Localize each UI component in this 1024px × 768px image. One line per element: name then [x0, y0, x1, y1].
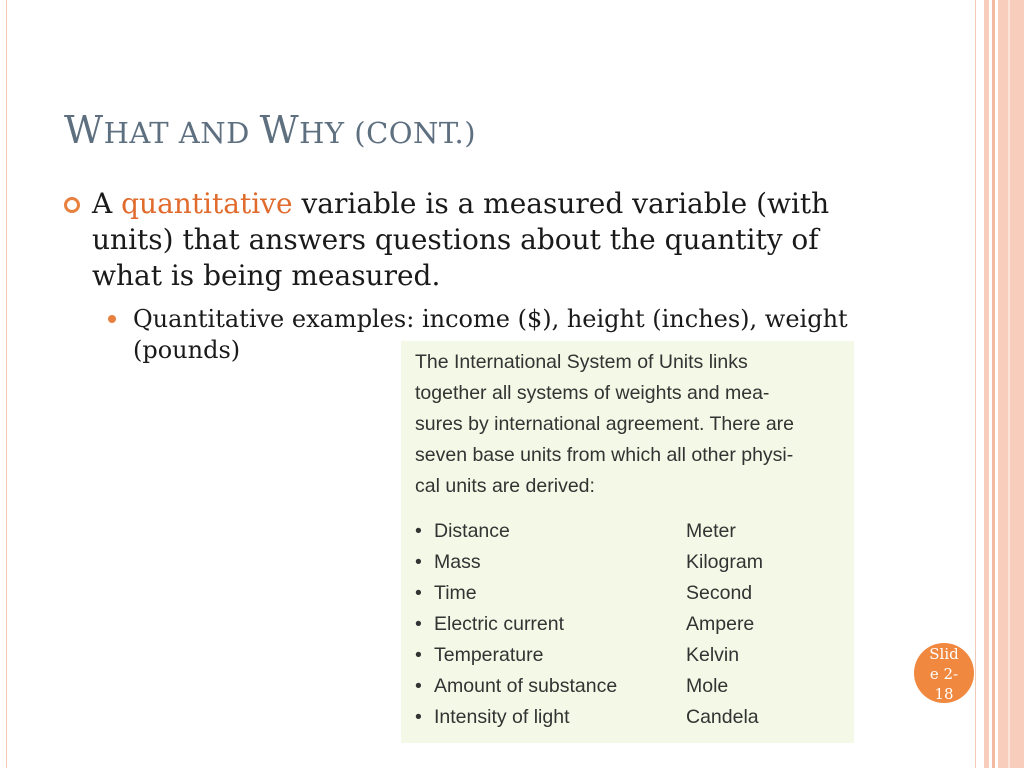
bullet-dot-icon — [108, 315, 116, 323]
decor-stripe — [998, 0, 1024, 768]
bullet-quantitative-examples: Quantitative examples: income ($), height (inches), weight (pounds) — [133, 305, 848, 364]
decor-stripe — [984, 0, 989, 768]
slide-title: WHAT AND WHY (CONT.) — [64, 108, 477, 152]
decor-stripe — [992, 0, 995, 768]
list-item: • Temperature Kelvin — [415, 640, 845, 671]
list-item: • Electric current Ampere — [415, 609, 845, 640]
highlight-term: quantitative — [121, 187, 293, 220]
bullet-icon: • — [415, 644, 422, 666]
list-item: • Time Second — [415, 578, 845, 609]
bullet-icon: • — [415, 613, 422, 635]
decor-stripe — [1008, 0, 1010, 768]
bullet-icon: • — [415, 706, 422, 728]
si-units-paragraph: The International System of Units links together all systems of weights and mea- sures by international agreement. There are seven base units from which all other physi- cal units are derived: — [415, 351, 795, 497]
slide-number-badge: Slide 2-18 — [914, 643, 974, 703]
si-units-list — [415, 516, 845, 733]
bullet-icon: • — [415, 520, 422, 542]
bullet-icon: • — [415, 582, 422, 604]
bullet-ring-icon — [64, 197, 80, 213]
bullet-quantitative-definition: A quantitative variable is a measured variable (with units) that answers questions about the quantity of what is being measured. — [92, 187, 830, 292]
bullet-icon: • — [415, 675, 422, 697]
list-item: • Intensity of light Candela — [415, 702, 845, 733]
si-units-box — [401, 341, 854, 743]
list-item: • Amount of substance Mole — [415, 671, 845, 702]
bullet-icon: • — [415, 551, 422, 573]
list-item: • Distance Meter — [415, 516, 845, 547]
list-item: • Mass Kilogram — [415, 547, 845, 578]
